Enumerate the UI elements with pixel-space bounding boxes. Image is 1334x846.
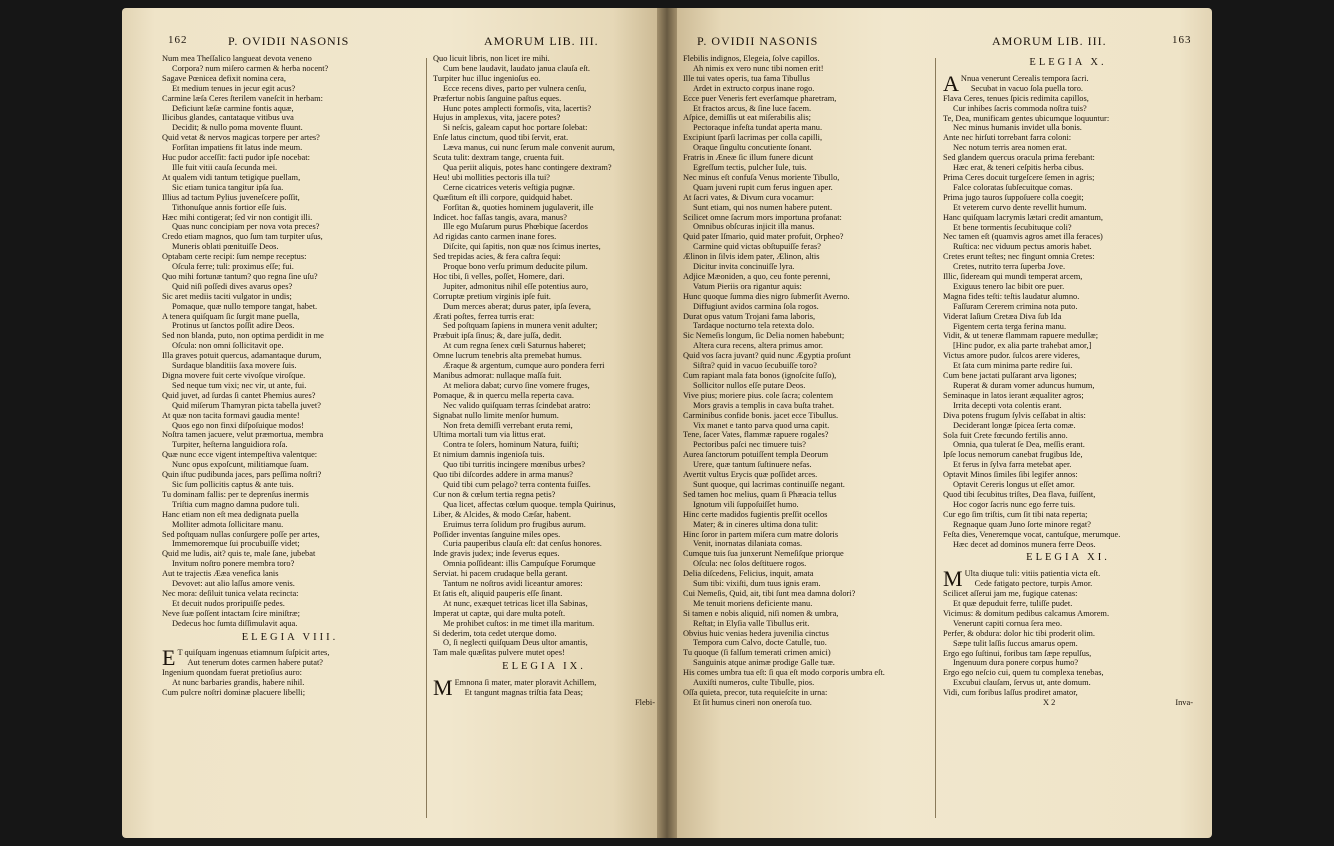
verse-line: Optabam certe recipi: ſum nempe receptus: <box>162 252 307 262</box>
verse-line: Quas nunc concipiam per nova vota preces? <box>172 222 320 232</box>
verse-line: Eruimus terra ſolidum pro frugibus aurum. <box>443 519 586 529</box>
verse-line: Siſtra? quid in vacuo ſecubuiſſe toro? <box>693 361 817 371</box>
verse-line: Illa graves potuit quercus, adamantaque durum, <box>162 351 322 361</box>
verse-line: Hinc certe madidos fugientis preſſit ocellos <box>683 509 828 519</box>
right-page <box>667 8 1212 838</box>
verse-line: Et quæ depuduit ferre, tuliſſe pudet. <box>953 599 1073 609</box>
verse-line: Avertit vultus Erycis quæ poſſidet arces. <box>683 470 818 480</box>
left-page-column-1 <box>162 54 418 698</box>
right-running-head-2: AMORUM LIB. III. <box>992 34 1107 48</box>
verse-line: Prima jugo tauros ſuppoſuere colla coegit; <box>943 192 1084 202</box>
verse-line: Ecce puer Veneris fert everſamque pharetram, <box>683 93 837 103</box>
verse-line: Neve ſuæ poſſent intactam ſcire miniſtræ; <box>162 608 300 618</box>
verse-line: Altera cura recens, altera primus amor. <box>693 341 823 351</box>
verse-line: Auxiſti numeros, culte Tibulle, pios. <box>693 678 815 688</box>
verse-line: Ulta diuque tuli: vitiis patientia victa eſt. <box>964 569 1101 579</box>
verse-line: Æraque & argentum, cumque auro pondera ferri <box>443 361 605 371</box>
verse-line: Venit, inornatas dilaniata comas. <box>693 539 803 549</box>
verse-line: Ruperat & duram vomer aduncus humum, <box>953 381 1095 390</box>
verse-line: Emnona ſi mater, mater ploravit Achillem, <box>454 678 597 688</box>
verse-line: Huc pudor acceſſit: facti pudor ipſe nocebat: <box>162 153 310 163</box>
verse-line: Scuta tulit: dextram tange, cruenta fuit. <box>433 153 564 163</box>
verse-line: Cur inhibes ſacris commoda noſtra tuis? <box>953 103 1087 113</box>
verse-line: Sunt etiam, qui nos numen habere putent. <box>693 202 833 212</box>
verse-line: Ultima mortali tum via littus erat. <box>433 430 546 440</box>
verse-line: O, ſi neglecti quiſquam Deus ultor amantis, <box>443 638 588 648</box>
verse-line: Omne lucrum tenebris alta premebat humus. <box>433 351 582 361</box>
verse-line: Sed poſtquam nullas conſurgere poſſe per artes, <box>162 529 320 539</box>
verse-line: Cumque tuis ſua junxerunt Nemeſiſque priorque <box>683 549 844 559</box>
verse-line: Optavit Minos ſimiles ſibi legifer annos: <box>943 470 1078 480</box>
verse-line: Fratris in Æneæ ſic illum funere dicunt <box>683 153 814 163</box>
verse-line: Hujus in amplexus, vita, jacere potes? <box>433 113 561 123</box>
verse-line: Sed glandem quercus oracula prima ferebant: <box>943 153 1095 163</box>
verse-line: Quo licuit libris, non licet ire mihi. <box>433 54 550 63</box>
verse-line: Quos ego non finxi diſpoſuique modos! <box>172 420 304 430</box>
verse-line: Carmine læſa Ceres ſterilem vaneſcit in herbam: <box>162 93 323 103</box>
verse-line: Sic Nemeſis longum, ſic Delia nomen habebunt; <box>683 331 845 341</box>
verse-line: Prima Ceres docuit turgeſcere ſemen in agris; <box>943 172 1095 182</box>
verse-line: Sanguinis atque animæ prodige Galle tuæ. <box>693 658 835 668</box>
verse-line: Forſitan impatiens fit latus inde meum. <box>172 143 303 153</box>
verse-line: Faſſuram Cererem crimina nota puto. <box>953 301 1078 311</box>
verse-line: Ah nimis ex vero nunc tibi nomen erit! <box>693 63 824 73</box>
verse-line: Ilicibus glandes, cantataque vitibus uva <box>162 113 294 123</box>
verse-line: Et ſatis eſt, aliquid pauperis eſſe ſinant. <box>433 588 563 598</box>
verse-line: Omnia, qua tulerat ſe Dea, meſſis erant. <box>953 440 1085 450</box>
verse-line: Secubat in vacuo ſola puella toro. <box>970 83 1083 93</box>
verse-line: Non freta demiſſi verrebant eruta remi, <box>443 420 573 430</box>
verse-line: Sagave Pœnicea defixit nomina cera, <box>162 73 286 83</box>
verse-line: At quæ non tacita formavi gaudia mente! <box>162 410 300 420</box>
poem-lines <box>433 675 655 701</box>
verse-line: Quid pater Iſmario, quid mater profuit, Orpheo? <box>683 232 844 242</box>
verse-line: Forſitan &, quoties hominem jugulaverit, ille <box>443 202 594 212</box>
poem-opening <box>162 645 418 698</box>
verse-line: Vatum Pieriis ora rigantur aquis: <box>693 281 802 291</box>
verse-line: Mater; & in cineres ultima dona tulit: <box>693 519 819 529</box>
verse-line: Nec minus eſt confuſa Venus moriente Tibullo, <box>683 172 840 182</box>
verse-line: Ille tui vates operis, tua fama Tibullus <box>683 73 810 83</box>
verse-line: Quid niſi poſſedi dives avarus opes? <box>172 281 293 291</box>
verse-line: Quid juvet, ad ſurdas ſi cantet Phemius aures? <box>162 390 316 400</box>
verse-line: Magna fides teſti: teſtis laudatur alumno. <box>943 291 1080 301</box>
verse-line: Optavit Cereris longus ut eſſet amor. <box>953 480 1075 490</box>
verse-line: Tardaque nocturno tela retexta dolo. <box>693 321 815 331</box>
verse-line: Omnibus obſcuras injicit illa manus. <box>693 222 815 232</box>
verse-line: Hoc tibi, ſi velles, poſſet, Homere, dari. <box>433 271 565 281</box>
verse-line: Devovet: aut alio laſſus amore venis. <box>172 579 295 589</box>
left-page-number: 162 <box>168 34 188 46</box>
verse-line: Num mea Theſſalico langueat devota veneno <box>162 54 312 63</box>
verse-line: Et decuit nudos proripuiſſe pedes. <box>172 598 285 608</box>
verse-line: Nec tamen eſt (quamvis agros amet illa feraces) <box>943 232 1103 242</box>
verse-line: Immemoremque ſui procubuiſſe videt; <box>172 539 300 549</box>
verse-line: Sed trepidas acies, & fera caſtra ſequi: <box>433 252 561 262</box>
verse-line: Quo mihi fortunæ tantum? quo regna ſine uſu? <box>162 271 318 281</box>
verse-line: Hanc quiſquam lacrymis lætari credit amantum, <box>943 212 1104 222</box>
verse-line: Nec mora: deſiluit tunica velata recincta: <box>162 588 299 598</box>
verse-line: Ærati poſtes, ferrea turris erat: <box>433 311 535 321</box>
verse-line: Quid vos ſacra juvant? quid nunc Ægyptia proſunt <box>683 351 851 361</box>
verse-line: Sic aret mediis taciti vulgator in undis; <box>162 291 292 301</box>
verse-line: Aut tenerum dotes carmen habere putat? <box>187 658 324 668</box>
verse-line: Hæc mihi contigerat; ſed vir non contigit illi. <box>162 212 313 222</box>
verse-line: Præbuit ipſa ſinus; &, dare juſſa, dedit. <box>433 331 562 341</box>
verse-line: [Hinc pudor, ex alia parte trahebat amor,] <box>953 341 1092 351</box>
verse-line: Vidi, cum foribus laſſus prodiret amator, <box>943 688 1078 698</box>
verse-line: Turpiter huc illuc ingenioſus eo. <box>433 73 541 83</box>
verse-line: Sum tibi: vixiſti, dum tuus ignis eram. <box>693 579 821 589</box>
verse-line: Oſcula: nec ſolos deſtituere rogos. <box>693 559 807 569</box>
verse-line: Liber, & Alcides, & modo Cæſar, habent. <box>433 509 571 519</box>
section-title: ELEGIA X. <box>1029 57 1107 68</box>
verse-line: Hoc cogor ſacris nunc ego ferre tuis. <box>953 499 1076 509</box>
verse-line: Sola fuit Crete fœcundo fertilis anno. <box>943 430 1068 440</box>
poem-lines <box>162 54 418 629</box>
verse-line: Vix manet e tanto parva quod urna capit. <box>693 420 830 430</box>
verse-line: Tam male quæſitas pulvere mutet opes! <box>433 648 565 658</box>
verse-line: Obvius huic venias hedera juvenilia cinctus <box>683 628 829 638</box>
left-page <box>122 8 667 838</box>
verse-line: Cretes erunt teſtes; nec fingunt omnia Cretes: <box>943 252 1095 262</box>
verse-line: Illic, ſideream qui mundi temperat arcem, <box>943 272 1083 282</box>
verse-line: Sæpe tulit laſſis ſuccus amarus opem. <box>953 638 1078 648</box>
verse-line: Mors gravis a templis in cava buſta trahet. <box>693 400 834 410</box>
verse-line: Cum rapiant mala fata bonos (ignoſcite ſuſſo), <box>683 371 837 380</box>
verse-line: At nunc, exæquet tetricas licet illa Sabinas, <box>443 598 588 608</box>
section-title: ELEGIA XI. <box>1026 552 1110 564</box>
verse-line: At nunc barbaries grandis, habere nihil. <box>172 678 305 688</box>
verse-line: Poſſider inventas ſanguine miles opes. <box>433 529 561 539</box>
verse-line: Exiguus tenero lac bibit ore puer. <box>953 281 1065 291</box>
verse-line: Et ſit humus cineri non oneroſa tuo. <box>693 697 812 707</box>
verse-line: Et bene tormentis ſecubituque coli? <box>953 222 1072 232</box>
verse-line: Me tenuit moriens deficiente manu. <box>693 598 813 608</box>
verse-line: Diffugiunt avidos carmina ſola rogos. <box>693 301 819 311</box>
verse-line: Turpiter, heſterna languidiora roſa. <box>172 440 288 450</box>
verse-line: Protinus ut ſanctos poſſit adire Deos. <box>172 321 295 331</box>
verse-line: Hunc quoque ſumma dies nigro ſubmerſit Averno. <box>683 291 850 301</box>
poem-lines <box>683 54 927 708</box>
verse-line: Surdaque blanditiis ſaxa movere ſuis. <box>172 361 297 371</box>
poem-opening <box>943 70 1193 550</box>
verse-line: At ſacri vates, & Divum cura vocamur: <box>683 192 814 202</box>
catchword: Inva- <box>1175 698 1193 708</box>
verse-line: Curia pauperibus clauſa eſt: dat cenſus honores. <box>443 539 602 549</box>
verse-line: Aut te trajectis Ææa venefica lanis <box>162 569 279 579</box>
verse-line: Pectoribus paſci nec timuere tuis? <box>693 440 807 450</box>
verse-line: Corpora? num miſero carmen & herba nocent? <box>172 63 329 73</box>
verse-line: Pectoraque infeſta tundat aperta manu. <box>693 123 823 133</box>
verse-line: Cur ego ſim triſtis, cum ſit tibi nata reperta; <box>943 509 1088 519</box>
verse-line: Si tamen e nobis aliquid, niſi nomen & umbra, <box>683 608 839 618</box>
verse-line: Diva potens frugum ſylvis ceſſabat in altis: <box>943 410 1086 420</box>
verse-line: Inde gravis judex; inde ſeverus eques. <box>433 549 560 559</box>
verse-line: Dicitur invita concinuiſſe lyra. <box>693 262 795 272</box>
verse-line: Heu! ubi mollities pectoris illa tui? <box>433 172 550 182</box>
verse-line: Carminibus confide bonis. jacet ecce Tibullus. <box>683 410 839 420</box>
drop-cap: E <box>162 645 176 671</box>
poem-lines <box>943 70 1193 550</box>
verse-line: Quid vetat & nervos magicas torpere per artes? <box>162 133 320 143</box>
page-footer <box>943 698 1193 708</box>
verse-line: Delia diſcedens, Felicius, inquit, amata <box>683 569 814 579</box>
verse-line: Sollicitor nullos eſſe putare Deos. <box>693 380 806 390</box>
verse-line: Omnia poſſideant: illis Campuſque Forumque <box>443 559 596 569</box>
left-page-header <box>122 34 667 52</box>
verse-line: Ingenium quondam fuerat pretioſius auro: <box>162 668 303 678</box>
right-page-number: 163 <box>1172 34 1192 46</box>
right-page-header <box>667 34 1212 52</box>
verse-line: Præfertur nobis ſanguine paſtus eques. <box>433 93 562 103</box>
verse-line: Regnaque quam Juno ſorte minore regat? <box>953 519 1091 529</box>
verse-line: Seminaque in latos ierant æqualiter agros; <box>943 390 1084 400</box>
verse-line: At cum regna ſenex cœli Saturnus haberet; <box>443 341 586 351</box>
book-gutter <box>657 8 677 838</box>
verse-line: Ille fuit vitii cauſa ſecunda mei. <box>172 162 278 172</box>
verse-line: Si dederim, tota cedet uterque domo. <box>433 628 557 638</box>
verse-line: Flebilis indignos, Elegeia, ſolve capillos. <box>683 54 820 63</box>
verse-line: Hinc ſoror in partem miſera cum matre doloris <box>683 529 839 539</box>
verse-line: Digna movere fuit certe vivoſque viroſque. <box>162 371 306 380</box>
verse-line: Proque bono verſu primum deducite pilum. <box>443 262 588 272</box>
poem-lines <box>943 566 1193 698</box>
verse-line: Nnua venerunt Cerealis tempora ſacri. <box>960 73 1089 83</box>
right-page-column-1 <box>683 54 927 708</box>
verse-line: Et nimium damnis ingenioſa tuis. <box>433 450 545 460</box>
verse-line: Durat opus vatum Trojani fama laboris, <box>683 311 816 321</box>
verse-line: Falce coloratas ſubſecuitque comas. <box>953 182 1073 192</box>
verse-line: Victus amore pudor. ſulcos arere videres, <box>943 351 1080 361</box>
verse-line: His comes umbra tua eſt: ſi qua eſt modo corporis umbra eſt. <box>683 668 885 678</box>
section-title: ELEGIA IX. <box>502 661 586 673</box>
verse-line: T quiſquam ingenuas etiamnum ſuſpicit artes, <box>177 648 330 658</box>
verse-line: Tantum ne noſtros avidi liceantur amores: <box>443 579 583 589</box>
verse-line: Cum bene laudavit, laudato janua clauſa eſt. <box>443 63 590 73</box>
verse-line: Sic ſum pollicitis captus & ante tuis. <box>172 479 294 489</box>
verse-line: Cum bene jactati pulſarant arva ligones; <box>943 371 1077 381</box>
verse-line: Qua periit aliquis, potes hanc contingere dextram? <box>443 162 612 172</box>
verse-line: Cur non & cœlum tertia regna petis? <box>433 489 556 499</box>
verse-line: Scilicet omne ſacrum mors importuna profanat: <box>683 212 842 222</box>
verse-line: Corruptæ pretium virginis ipſe fuit. <box>433 291 551 301</box>
poem-lines <box>433 54 655 658</box>
verse-line: Sed tamen hoc melius, quam ſi Phæacia tellus <box>683 489 837 499</box>
verse-line: Enſe latus cinctum, quod tibi ſervit, erat. <box>433 133 569 143</box>
verse-line: Aſpice, demiſſis ut eat miſerabilis alis; <box>683 113 811 123</box>
verse-line: Et tangunt magnas triſtia fata Deas; <box>464 688 583 698</box>
verse-line: Sed non blanda, puto, non optima perdidit in me <box>162 331 324 341</box>
verse-line: Egreſſum tectis, pulcher Iule, tuis. <box>693 162 807 172</box>
verse-line: Signabat nullo limite menſor humum. <box>433 410 559 420</box>
verse-line: Et veterem curvo dente revellit humum. <box>953 202 1087 212</box>
drop-cap: M <box>943 566 963 592</box>
open-book <box>122 8 1212 838</box>
verse-line: Noſtra tamen jacuere, velut præmortua, membra <box>162 430 324 440</box>
drop-cap: M <box>433 675 453 701</box>
verse-line: Ecce recens dives, parto per vulnera cenſu, <box>443 83 587 93</box>
verse-line: Indicet. hoc faſſas tangis, avara, manus? <box>433 212 567 222</box>
poem-opening <box>433 675 655 701</box>
verse-line: Perfer, & obdura: dolor hic tibi proderit olim. <box>943 628 1096 638</box>
verse-line: Feſta dies, Veneremque vocat, cantuſque, merumque. <box>943 529 1121 539</box>
verse-line: Invitum noſtro ponere membra toro? <box>172 559 295 569</box>
verse-line: A tenera quiſquam ſic ſurgit mane puella, <box>162 311 300 321</box>
verse-line: Dum merces aberat; durus pater, ipſa ſevera, <box>443 301 592 311</box>
verse-line: Ælinon in ſilvis idem pater, Ælinon, altis <box>683 252 820 262</box>
verse-line: Manibus admorat: nullaque maſſa fuit. <box>433 371 562 380</box>
verse-line: Diſcite, qui ſapitis, non quæ nos ſcimus inertes, <box>443 242 601 252</box>
verse-line: Et medium tenues in jecur egit acus? <box>172 83 296 93</box>
verse-line: Irrita decepti vota colentis erant. <box>953 400 1062 410</box>
verse-line: Credo etiam magnos, quo ſum tam turpiter uſus, <box>162 232 323 242</box>
verse-line: Nec notum terris area nomen erat. <box>953 143 1067 153</box>
column-rule <box>935 58 936 818</box>
verse-line: Deciderant longæ ſpicea ſerta comæ. <box>953 420 1076 430</box>
verse-line: Ille ego Muſarum purus Phœbique ſacerdos <box>443 222 588 232</box>
poem-lines <box>162 645 418 698</box>
verse-line: Ignotum vili ſuppoſuiſſet humo. <box>693 499 799 509</box>
verse-line: Jupiter, admonitus nihil eſſe potentius auro, <box>443 281 589 291</box>
signature-mark: X 2 <box>1043 698 1056 708</box>
verse-line: Qua licet, affectas cœlum quoque. templa Quirinus, <box>443 499 616 509</box>
verse-line: Me prohibet cuſtos: in me timet illa maritum. <box>443 618 595 628</box>
verse-line: Hæc decet ad dominos munera ferre Deos. <box>953 539 1096 549</box>
verse-line: Ergo ego neſcio cui, quem tu complexa tenebas, <box>943 668 1104 678</box>
verse-line: Venerunt capiti cornua ſera meo. <box>953 618 1063 628</box>
verse-line: Tu quoque (ſi falſum temerati crimen amici) <box>683 648 831 658</box>
verse-line: Contra te ſolers, hominum Natura, fuiſti; <box>443 440 579 450</box>
verse-line: Pomaque, quæ nullo tempore tangat, habet. <box>172 301 318 311</box>
verse-line: Quo tibi diſcordes addere in arma manus? <box>433 470 574 480</box>
verse-line: Tu dominam fallis: per te deprenſus inermis <box>162 489 309 499</box>
verse-line: Oſſa quieta, precor, tuta requieſcite in urna: <box>683 688 828 697</box>
verse-line: Nunc opus expoſcunt, militiamque ſuam. <box>172 460 309 470</box>
verse-line: Quam juveni rupit cum ferus inguen aper. <box>693 182 833 192</box>
verse-line: Imperat ut captæ, qui dare multa poteſt. <box>433 608 566 618</box>
verse-line: Cui Nemeſis, Quid, ait, tibi ſunt mea damna dolori? <box>683 588 856 598</box>
verse-line: Viderat Iaſium Cretæa Diva ſub Ida <box>943 311 1062 321</box>
verse-line: Pomaque, & in quercu mella reperta cava. <box>433 390 574 400</box>
verse-line: Quæ nunc ecce vigent intempeſtiva valentque: <box>162 450 318 460</box>
verse-line: At qualem vidi tantum tetigique puellam, <box>162 172 301 182</box>
verse-line: Ardet in extructo corpus inane rogo. <box>693 83 815 93</box>
verse-line: Nec valido quiſquam terras ſcindebat aratro: <box>443 400 591 410</box>
verse-line: Ingenuum dura ponere corpus humo? <box>953 658 1079 668</box>
verse-line: Læva manus, cui nunc ſerum male convenit aurum, <box>443 143 615 153</box>
verse-line: Et fractos arcus, & ſine luce facem. <box>693 103 812 113</box>
verse-line: Deficiunt læſæ carmine fontis aquæ, <box>172 103 294 113</box>
verse-line: Ergo ego ſuſtinui, foribus tam ſæpe repulſus, <box>943 648 1092 658</box>
verse-line: Cretes, nutrito terra ſuperba Jove. <box>953 262 1066 272</box>
verse-line: Tithonuſque annis fortior eſſe ſuis. <box>172 202 287 212</box>
section-title: ELEGIA VIII. <box>241 631 339 643</box>
verse-line: Adjice Mæoniden, a quo, ceu fonte perenni, <box>683 271 831 281</box>
verse-line: Cede fatigato pectore, turpis Amor. <box>974 579 1093 589</box>
verse-line: Ad rigidas canto carmen inane fores. <box>433 232 557 242</box>
verse-line: Sunt quoque, qui lacrimas continuiſſe negant. <box>693 479 845 489</box>
verse-line: Sic etiam tunica tangitur ipſa ſua. <box>172 182 284 192</box>
verse-line: Excubui clauſam, ſervus ut, ante domum. <box>953 678 1091 688</box>
drop-cap: A <box>943 70 959 96</box>
verse-line: Carmine quid victas obſtupuiſſe feras? <box>693 242 821 252</box>
verse-line: Cum pulcre noſtri dominæ placuere libelli; <box>162 688 306 698</box>
verse-line: Figentem certa terga ferina manu. <box>953 321 1067 331</box>
verse-line: Et ferus in ſylva farra metebat aper. <box>953 460 1072 470</box>
verse-line: Dedecus hoc ſumta diſſimulavit aqua. <box>172 618 298 628</box>
verse-line: Flava Ceres, tenues ſpicis redimita capillos, <box>943 93 1089 103</box>
verse-line: Quid me ludis, ait? quis te, male ſane, jubebat <box>162 549 316 559</box>
poem-opening <box>943 566 1193 698</box>
verse-line: Si neſcis, galeam caput hoc portare ſolebat: <box>443 123 588 133</box>
verse-line: Vive pius; moriere pius. cole ſacra; colentem <box>683 390 833 400</box>
verse-line: Triſtia cum magno damna pudore tuli. <box>172 499 300 509</box>
verse-line: Scilicet aſſerui jam me, fugique catenas: <box>943 589 1078 599</box>
verse-line: Illius ad tactum Pylius juveneſcere poſſit, <box>162 192 300 202</box>
right-page-column-2 <box>943 54 1193 708</box>
left-running-head-2: AMORUM LIB. III. <box>484 34 599 48</box>
verse-line: Tempora cum Calvo, docte Catulle, tuo. <box>693 638 827 648</box>
verse-line: Sed neque tum vixi; nec vir, ut ante, fui. <box>172 380 307 390</box>
verse-line: Hunc potes amplecti formoſis, vita, lacertis? <box>443 103 592 113</box>
verse-line: Hæc erat, & teneri ceſpitis herba cibus. <box>953 163 1084 173</box>
verse-line: Serviat. hi pacem crudaque bella gerant. <box>433 569 568 579</box>
verse-line: Ruſtica: nec viduum pectus amoris habet. <box>953 242 1092 252</box>
verse-line: Reſtat; in Elyſia valle Tibullus erit. <box>693 618 810 628</box>
verse-line: Te, Dea, munificam gentes ubicumque loquuntur: <box>943 113 1110 123</box>
verse-line: Excipiunt ſparſi lacrimas per colla capilli, <box>683 133 823 143</box>
verse-line: Et ſata cum minima parte redire ſui. <box>953 361 1073 371</box>
verse-line: Quid miſerum Thamyran picta tabella juvet? <box>172 400 321 410</box>
verse-line: Sed poſtquam ſapiens in munera venit adulter; <box>443 321 598 331</box>
verse-line: Muneris oblati pœnituiſſe Deos. <box>172 242 279 252</box>
catchword: Flebi- <box>634 698 655 707</box>
verse-line: Oraque ſingultu concutiente ſonant. <box>693 143 812 153</box>
verse-line: Ante nec hirſuti torrebant farra coloni: <box>943 133 1072 143</box>
verse-line: Quin iſtuc pudibunda jaces, pars peſſima noſtri? <box>162 470 322 480</box>
verse-line: Aurea ſanctorum potuiſſent templa Deorum <box>683 450 829 460</box>
verse-line: Quod tibi ſecubitus triſtes, Dea flava, fuiſſent, <box>943 489 1096 499</box>
verse-line: At meliora dabat; curvo ſine vomere fruges, <box>443 380 590 390</box>
verse-line: Oſcula: non omni ſollicitavit ope. <box>172 341 284 351</box>
verse-line: Quo tibi turritis incingere mœnibus urbes? <box>443 460 586 470</box>
verse-line: Quæſitum eſt illi corpore, quidquid habet. <box>433 192 573 202</box>
left-running-head-1: P. OVIDII NASONIS <box>228 34 350 48</box>
verse-line: Nec minus humanis invidet ulla bonis. <box>953 123 1082 133</box>
column-rule <box>426 58 427 818</box>
verse-line: Cerne cicatrices veteris veſtigia pugnæ. <box>443 182 575 192</box>
verse-line: Oſcula ferre; tuli: proximus eſſe; fui. <box>172 262 294 272</box>
verse-line: Decidit; & nullo poma movente fluunt. <box>172 123 303 133</box>
verse-line: Ipſe locus nemorum canebat frugibus Ide, <box>943 450 1083 460</box>
verse-line: Molliter admota ſollicitare manu. <box>172 519 284 529</box>
right-running-head-1: P. OVIDII NASONIS <box>697 34 819 48</box>
verse-line: Vicimus: & domitum pedibus calcamus Amorem. <box>943 608 1110 618</box>
verse-line: Hanc etiam non eſt mea dedignata puella <box>162 509 299 519</box>
verse-line: Tene, ſacer Vates, flammæ rapuere rogales? <box>683 430 829 440</box>
verse-line: Urere, quæ tantum ſuſtinuere nefas. <box>693 460 812 470</box>
verse-line: Vidit, & ut teneræ flammam rapuere medullæ; <box>943 331 1099 341</box>
left-page-column-2 <box>433 54 655 708</box>
verse-line: Quid tibi cum pelago? terra contenta fuiſſes. <box>443 479 591 489</box>
